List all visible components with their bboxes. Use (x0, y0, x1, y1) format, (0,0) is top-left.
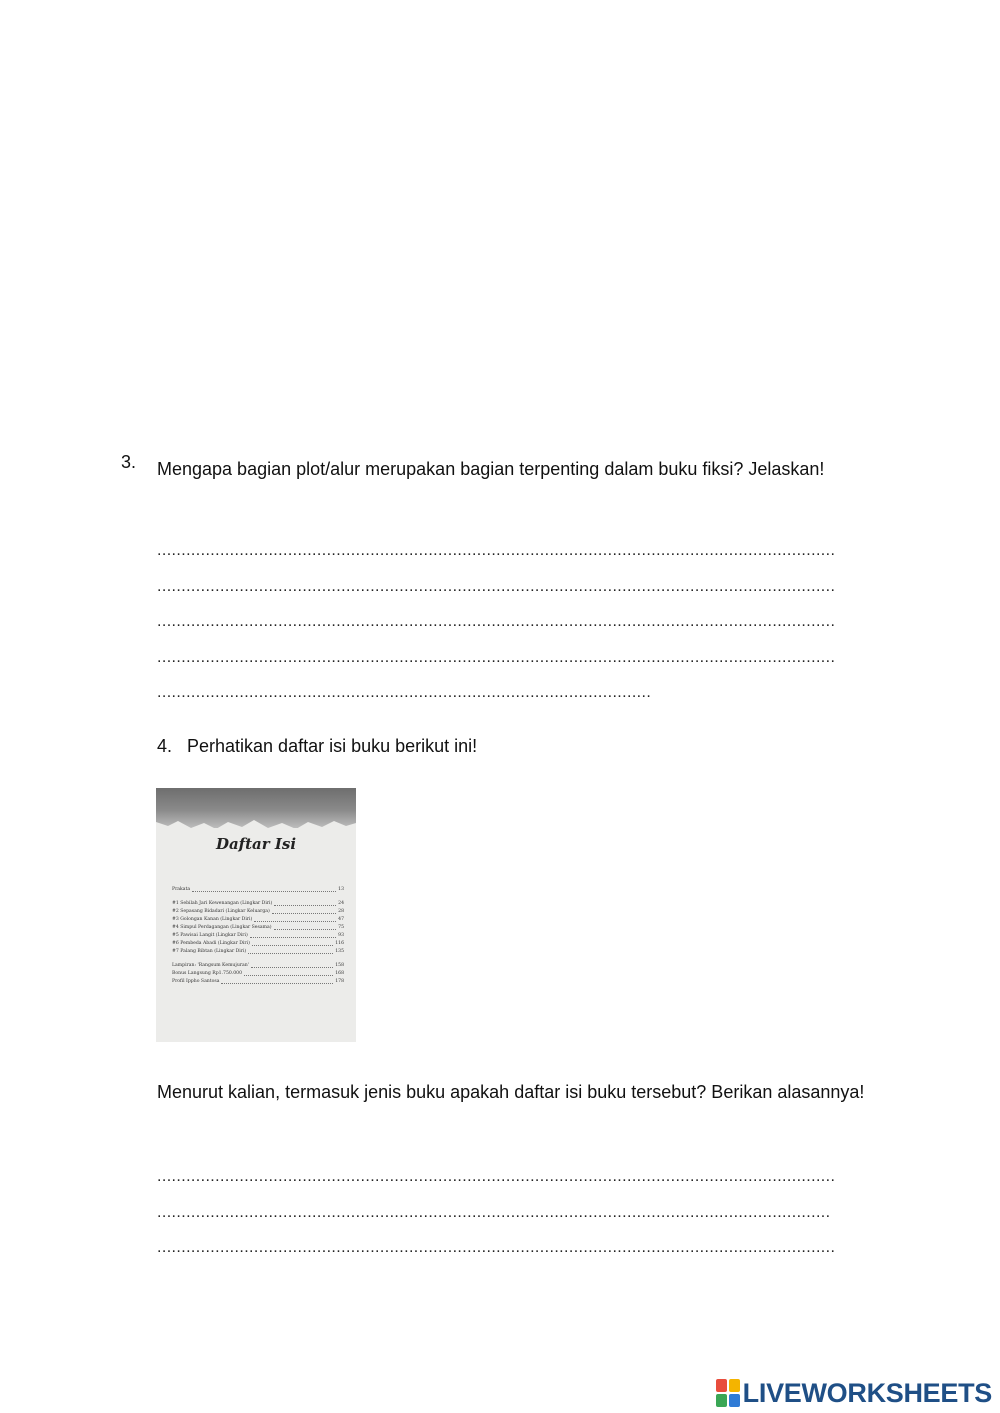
toc-row (172, 916, 344, 924)
toc-row-title: #4 Simpul Perdagangan (Lingkar Sesama) (172, 925, 272, 930)
liveworksheets-logo-icon (716, 1379, 740, 1407)
toc-row (172, 908, 344, 916)
liveworksheets-logo[interactable] (716, 1376, 992, 1410)
toc-row-title: #3 Golongan Kanan (Lingkar Diri) (172, 917, 253, 922)
answer-line[interactable]: ............................................................................................................................................ (157, 1239, 836, 1256)
answer-line[interactable]: ............................................................................................................................................ (157, 613, 836, 630)
answer-line[interactable]: ........................................................................................................................................... (157, 1204, 831, 1221)
toc-row (172, 948, 344, 956)
toc-row-title: Profil Ippho Santosa (172, 979, 220, 984)
toc-row-title: #2 Sepasang Bidadari (Lingkar Keluarga) (172, 909, 270, 914)
answer-line[interactable]: ...................................................................................................... (157, 684, 652, 701)
toc-row-page: 178 (335, 979, 344, 984)
toc-row (172, 886, 344, 894)
toc-row-page: 28 (338, 909, 344, 914)
answer-line[interactable]: ............................................................................................................................................ (157, 578, 836, 595)
toc-row (172, 924, 344, 932)
toc-row-page: 24 (338, 901, 344, 906)
toc-row-title: #6 Pembeda Abadi (Lingkar Diri) (172, 941, 250, 946)
question-3-text: Mengapa bagian plot/alur merupakan bagian terpenting dalam buku fiksi? Jelaskan! (157, 459, 825, 479)
toc-row-title: #1 Sebilah Jari Kewenangan (Lingkar Diri) (172, 901, 273, 906)
question-4-prompt: Menurut kalian, termasuk jenis buku apakah daftar isi buku tersebut? Berikan alasannya! (157, 1082, 865, 1102)
toc-torn-edge (156, 816, 356, 836)
toc-row (172, 900, 344, 908)
toc-row-title: Prakata (172, 887, 191, 892)
toc-row (172, 970, 344, 978)
toc-row-page: 13 (338, 887, 344, 892)
toc-row-page: 75 (338, 925, 344, 930)
toc-row-title: #7 Palang Bibtan (Lingkar Diri) (172, 949, 247, 954)
toc-row-title: Lampiran: 'Rangsum Kemujuran' (172, 963, 249, 968)
toc-row (172, 932, 344, 940)
answer-line[interactable]: ............................................................................................................................................ (157, 542, 836, 559)
liveworksheets-logo-text: LIVEWORKSHEETS (742, 1377, 992, 1408)
answer-line[interactable]: ............................................................................................................................................ (157, 1168, 836, 1185)
toc-row (172, 940, 344, 948)
toc-title: Daftar Isi (215, 835, 297, 853)
table-of-contents-image (156, 788, 356, 1042)
toc-row-page: 116 (335, 941, 344, 946)
question-4-text: Perhatikan daftar isi buku berikut ini! (187, 736, 478, 756)
toc-row-title: Bonus Langsung Rp1.750.000 (172, 971, 243, 976)
question-4 (157, 736, 477, 757)
toc-row-page: 168 (335, 971, 344, 976)
toc-rows (172, 886, 344, 986)
toc-row-page: 47 (338, 917, 344, 922)
toc-row (172, 978, 344, 986)
toc-row-page: 93 (338, 933, 344, 938)
toc-row (172, 962, 344, 970)
toc-row-page: 135 (335, 949, 344, 954)
toc-row-title: #5 Pawisai Langit (Lingkar Diri) (172, 933, 248, 938)
toc-row-page: 158 (335, 963, 344, 968)
question-4-number: 4. (157, 736, 173, 756)
question-3-number: 3. (121, 452, 137, 472)
answer-line[interactable]: ............................................................................................................................................ (157, 649, 836, 666)
